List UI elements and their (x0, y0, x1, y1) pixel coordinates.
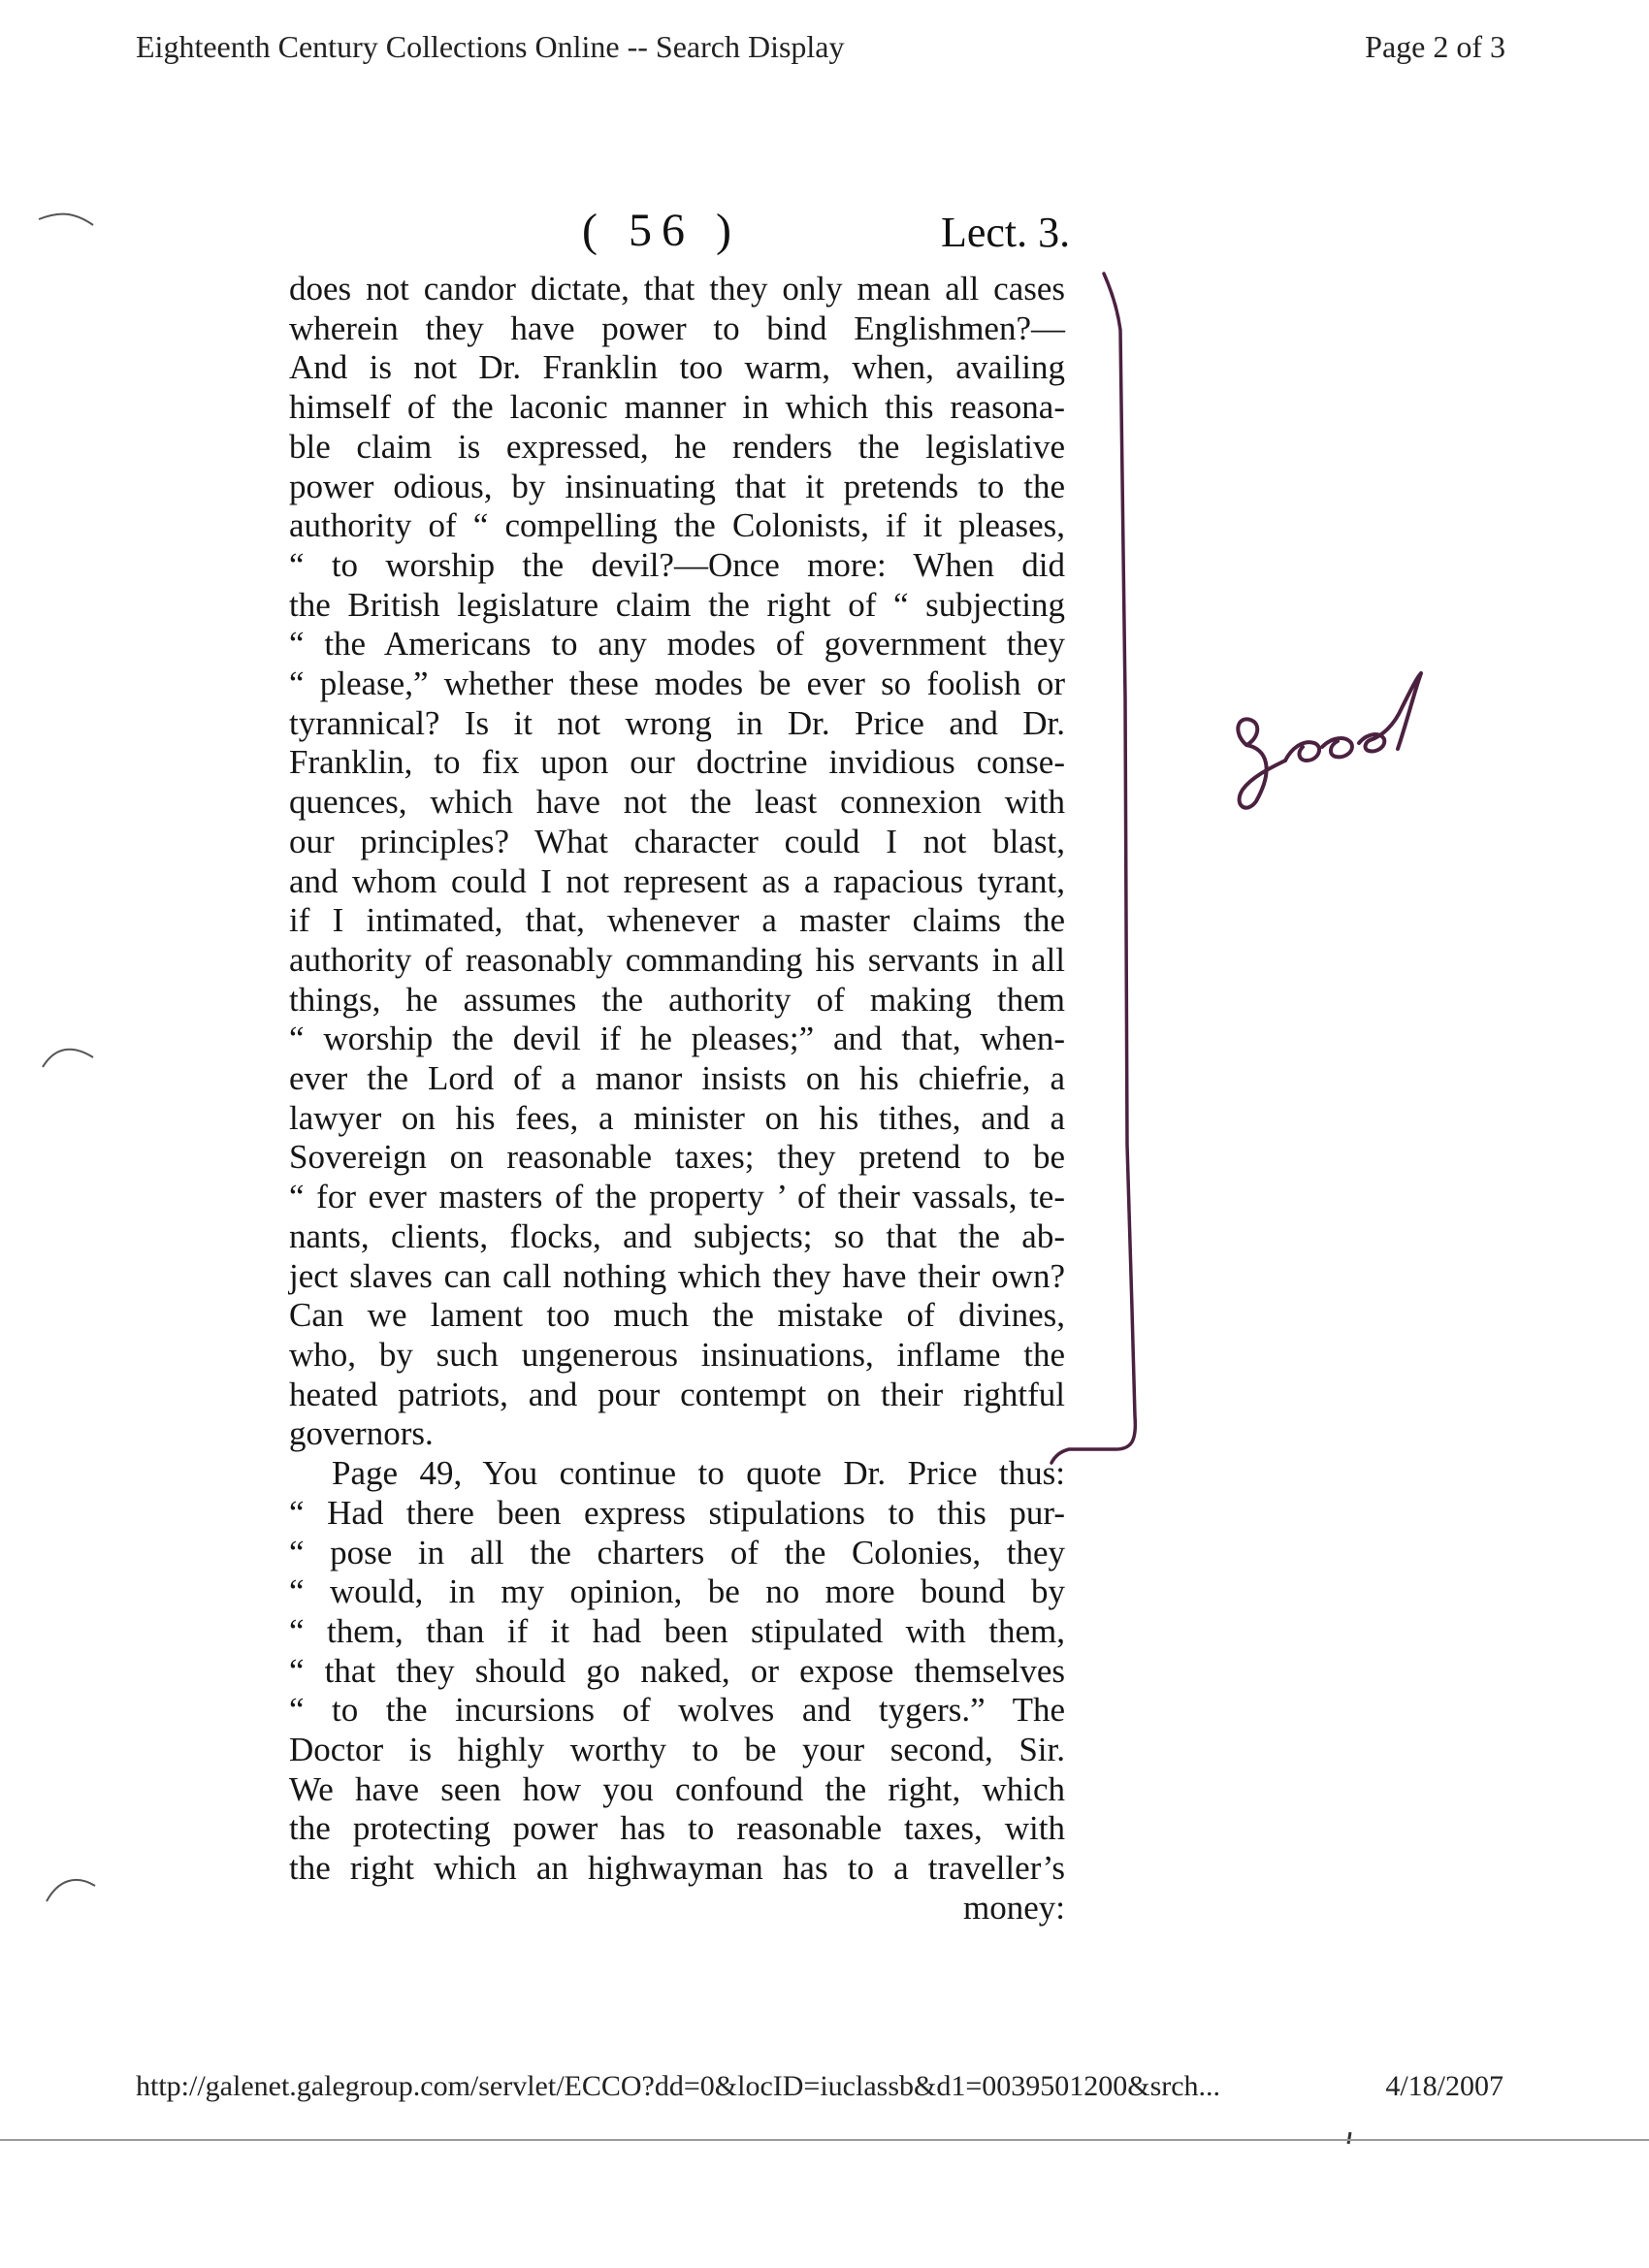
text-line: himself of the laconic manner in which this reasona- (289, 388, 1065, 427)
text-line: nants, clients, flocks, and subjects; so that the ab- (289, 1216, 1065, 1255)
text-line: our principles? What character could I not blast, (289, 822, 1065, 860)
text-line: Franklin, to fix upon our doctrine invidious conse- (289, 743, 1065, 782)
text-line: “ for ever masters of the property ’ of their vassals, te- (289, 1178, 1065, 1216)
footer-rule (0, 2139, 1649, 2141)
print-header-page-count: Page 2 of 3 (1365, 29, 1505, 64)
text-line: “ that they should go naked, or expose themselves (289, 1651, 1065, 1690)
text-line: “ to worship the devil?—Once more: When did (289, 545, 1065, 584)
text-line: tyrannical? Is it not wrong in Dr. Price and Dr. (289, 703, 1065, 742)
text-line: Page 49, You continue to quote Dr. Price thus: (332, 1454, 1065, 1493)
text-line: the protecting power has to reasonable taxes, with (289, 1809, 1065, 1848)
text-line: the right which an highwayman has to a traveller’s (289, 1849, 1065, 1888)
print-footer (136, 2070, 1504, 2103)
text-line: the British legislature claim the right of “ subjecting (289, 585, 1065, 624)
margin-tick-mark (39, 214, 93, 225)
margin-tick-mark (47, 1880, 95, 1901)
text-line: “ Had there been express stipulations to this pur- (289, 1493, 1065, 1532)
text-line: ever the Lord of a manor insists on his chiefrie, a (289, 1059, 1065, 1098)
text-line: governors. (289, 1414, 434, 1453)
text-line: heated patriots, and pour contempt on their rightful (289, 1375, 1065, 1413)
text-line: “ to the incursions of wolves and tygers.” The (289, 1691, 1065, 1730)
print-header-title: Eighteenth Century Collections Online -- Search Display (136, 29, 845, 64)
scan-page-number: ( 56 ) (582, 205, 741, 256)
text-line: quences, which have not the least connexion with (289, 783, 1065, 822)
text-line: Sovereign on reasonable taxes; they pretend to be (289, 1138, 1065, 1177)
scanned-page-text (289, 270, 1065, 1928)
text-line: “ would, in my opinion, be no more bound by (289, 1572, 1065, 1611)
text-line: We have seen how you confound the right, which (289, 1769, 1065, 1808)
text-line: “ please,” whether these modes be ever so foolish or (289, 664, 1065, 703)
margin-tick-mark (43, 1050, 93, 1067)
scan-running-head: Lect. 3. (941, 209, 1071, 256)
text-line: if I intimated, that, whenever a master claims the (289, 901, 1065, 940)
text-line: ble claim is expressed, he renders the legislative (289, 427, 1065, 466)
text-line: who, by such ungenerous insinuations, inflame the (289, 1335, 1065, 1374)
print-header (136, 29, 1505, 65)
text-line: power odious, by insinuating that it pretends to the (289, 467, 1065, 505)
text-line: ject slaves can call nothing which they have their own? (289, 1256, 1065, 1295)
text-line: things, he assumes the authority of making them (289, 980, 1065, 1019)
margin-tick-mark (1348, 2132, 1350, 2144)
text-line: wherein they have power to bind Englishmen?— (289, 308, 1065, 347)
text-line: lawyer on his fees, a minister on his tithes, and a (289, 1098, 1065, 1137)
text-line: “ pose in all the charters of the Colonies, they (289, 1533, 1065, 1571)
text-line: And is not Dr. Franklin too warm, when, availing (289, 348, 1065, 387)
print-footer-date: 4/18/2007 (1385, 2070, 1504, 2102)
text-line: authority of “ compelling the Colonists, if it pleases, (289, 506, 1065, 545)
text-line: Can we lament too much the mistake of divines, (289, 1296, 1065, 1335)
text-line: “ worship the devil if he pleases;” and that, when- (289, 1020, 1065, 1058)
handwritten-note-good (1217, 669, 1431, 815)
text-line: money: (963, 1888, 1065, 1927)
text-line: Doctor is highly worthy to be your second, Sir. (289, 1731, 1065, 1769)
print-footer-url: http://galenet.galegroup.com/servlet/ECCO?dd=0&locID=iuclassb&d1=0039501200&srch... (136, 2070, 1221, 2102)
text-line: “ the Americans to any modes of government they (289, 625, 1065, 664)
text-line: does not candor dictate, that they only mean all cases (289, 270, 1065, 308)
text-line: and whom could I not represent as a rapacious tyrant, (289, 861, 1065, 900)
text-line: “ them, than if it had been stipulated with them, (289, 1611, 1065, 1650)
text-line: authority of reasonably commanding his servants in all (289, 940, 1065, 979)
